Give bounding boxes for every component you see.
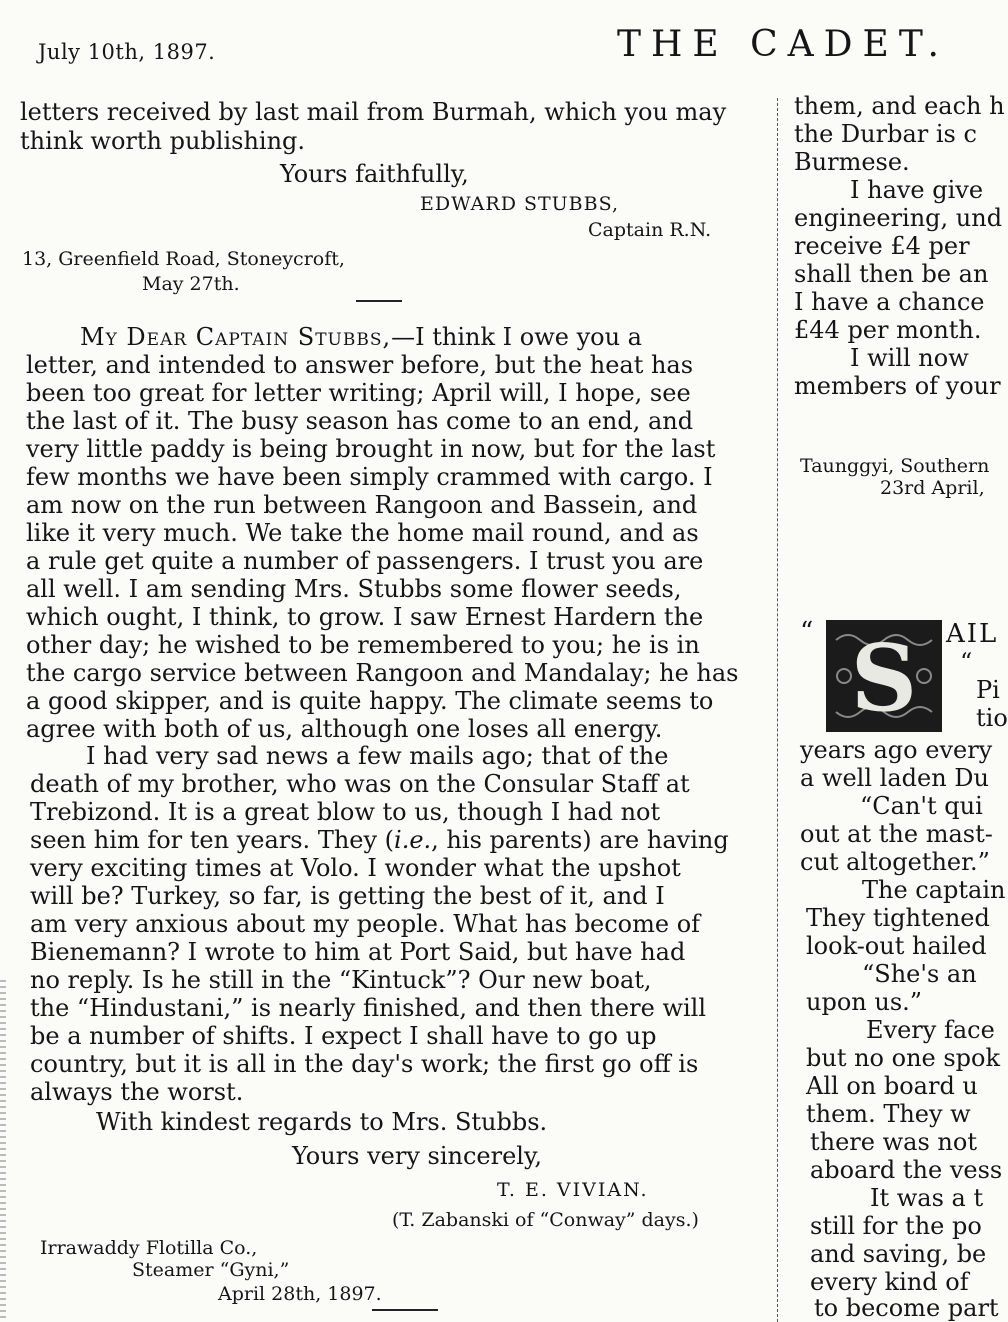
body-line: letter, and intended to answer before, but the heat has [26,351,694,379]
dropcap-letter: S [850,624,918,732]
body-italic: i.e. [394,826,432,854]
regards-line: With kindest regards to Mrs. Stubbs. [96,1108,548,1136]
story-line: “She's an [862,960,977,988]
story-line: Pi [976,676,1000,704]
right-line: I have give [850,176,984,204]
body-line: the last of it. The busy season has come to an end, and [26,407,694,435]
body-line: be a number of shifts. I expect I shall have to go up [30,1022,657,1050]
body-fragment: , his parents) are having [431,826,729,854]
body-line: all well. I am sending Mrs. Stubbs some flower seeds, [26,575,682,603]
publication-title: THE CADET. [617,24,949,65]
signer-name: EDWARD STUBBS, [420,193,619,215]
right-address-line: Taunggyi, Southern [800,455,990,477]
heading-rest: AIL [946,619,999,649]
story-line: to become part [814,1294,999,1322]
issue-date: July 10th, 1897. [38,40,216,64]
body-line: am now on the run between Rangoon and Bassein, and [26,491,698,519]
right-line: I will now [850,344,969,372]
story-line: still for the po [810,1212,982,1240]
body-fragment: seen him for ten years. They ( [30,826,395,854]
body-line: am very anxious about my people. What has become of [30,910,701,938]
closing-faithfully: Yours faithfully, [280,160,469,188]
section-rule [356,300,402,302]
heading-open-quote: “ [800,617,814,647]
story-line: every kind of [810,1268,969,1296]
story-line: and saving, be [810,1240,987,1268]
body-line: very little paddy is being brought in now, but for the last [26,435,716,463]
story-line: It was a t [870,1184,984,1212]
address2-line: Irrawaddy Flotilla Co., [40,1237,258,1259]
right-line: shall then be an [794,260,989,288]
story-line: “Can't qui [860,792,983,820]
signer2-name: T. E. VIVIAN. [497,1179,649,1201]
right-line: I have a chance [794,288,985,316]
body-line: —I think I owe you a [391,323,642,351]
story-line: a well laden Du [800,764,989,792]
ornamental-dropcap [826,620,942,732]
salutation: My Dear Captain Stubbs, [80,323,392,351]
story-line: Every face [866,1016,995,1044]
body-line: the cargo service between Rangoon and Mandalay; he has [26,659,739,687]
column-divider [777,98,778,1322]
body-line: agree with both of us, although one loses all energy. [26,715,663,743]
intro-line: letters received by last mail from Burmah, which you may [20,98,727,126]
body-line: always the worst. [30,1078,244,1106]
body-line: been too great for letter writing; April will, I hope, see [26,379,691,407]
body-line [30,826,729,854]
right-line: £44 per month. [794,316,982,344]
letter-opening [80,323,642,351]
address2-line: April 28th, 1897. [218,1283,382,1305]
body-line: country, but it is all in the day's work; the first go off is [30,1050,699,1078]
intro-line: think worth publishing. [20,127,306,155]
right-line: the Durbar is c [794,120,977,148]
section-rule [372,1309,438,1311]
dropcap-ornament [826,620,942,732]
story-line: years ago every [800,736,993,764]
story-line: All on board u [806,1072,978,1100]
body-line: Bienemann? I wrote to him at Port Said, but have had [30,938,686,966]
story-line: there was not [810,1128,977,1156]
body-line: very exciting times at Volo. I wonder what the upshot [30,854,681,882]
body-line: Trebizond. It is a great blow to us, though I had not [30,798,661,826]
story-line: aboard the vess [810,1156,1003,1184]
body-line: will be? Turkey, so far, is getting the best of it, and I [30,882,665,910]
body-line: which ought, I think, to grow. I saw Ernest Hardern the [26,603,704,631]
body-line: I had very sad news a few mails ago; that of the [86,742,669,770]
right-address-line: 23rd April, [880,477,985,499]
right-line: receive £4 per [794,232,970,260]
story-line: upon us.” [806,988,923,1016]
body-line: death of my brother, who was on the Consular Staff at [30,770,690,798]
signer-rank: Captain R.N. [588,219,712,241]
right-line: Burmese. [794,148,910,176]
right-line: them, and each h [794,92,1005,120]
body-line: a rule get quite a number of passengers. I trust you are [26,547,704,575]
story-line: but no one spok [806,1044,1001,1072]
body-line: like it very much. We take the home mail round, and as [26,519,699,547]
story-line: They tightened [806,904,990,932]
address-line: May 27th. [142,273,240,295]
story-line: them. They w [806,1100,971,1128]
story-line: The captain [862,876,1006,904]
body-line: the “Hindustani,” is nearly finished, and then there will [30,994,707,1022]
story-line: look-out hailed [806,932,987,960]
address2-line: Steamer “Gyni,” [132,1259,290,1281]
address-line: 13, Greenfield Road, Stoneycroft, [22,248,345,270]
right-line: engineering, und [794,204,1003,232]
closing-sincerely: Yours very sincerely, [292,1142,542,1170]
story-line: “ [960,648,973,676]
story-line: out at the mast- [800,820,993,848]
story-line: cut altogether.” [800,848,990,876]
right-line: members of your [794,372,1001,400]
body-line: no reply. Is he still in the “Kintuck”? Our new boat, [30,966,652,994]
body-line: other day; he wished to be remembered to you; he is in [26,631,700,659]
page-edge-speckle [0,980,6,1322]
story-line: tio [976,704,1008,732]
signer2-note: (T. Zabanski of “Conway” days.) [392,1209,699,1231]
body-line: few months we have been simply crammed with cargo. I [26,463,713,491]
body-line: a good skipper, and is quite happy. The climate seems to [26,687,714,715]
